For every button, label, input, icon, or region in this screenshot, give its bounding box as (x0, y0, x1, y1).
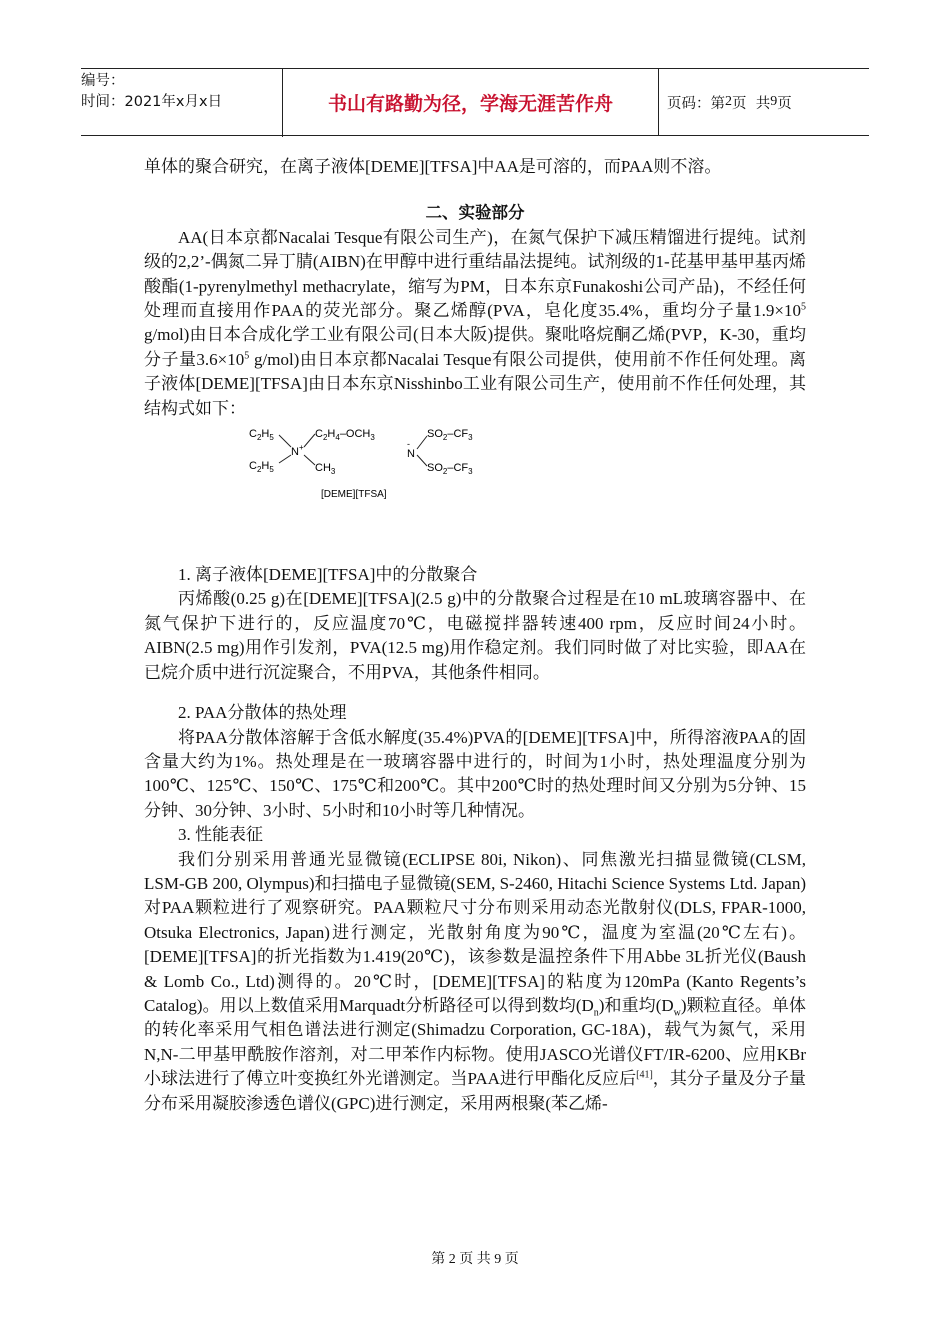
formula-ch3: $CH_3$ (315, 462, 336, 477)
document-body (144, 155, 806, 1116)
formula-c2h5-top: $C_2H_5$ (249, 428, 274, 443)
time-label: 时间：2021年x月x日 (81, 94, 223, 110)
header-table (81, 68, 869, 136)
page-total: 9 (770, 94, 778, 109)
subsection-1-text: 丙烯酸(0.25 g)在[DEME][TFSA](2.5 g)中的分散聚合过程是在10 mL玻璃容器中、在氮气保护下进行的，反应温度70℃，电磁搅拌器转速400 rpm，反应时间24小时。AIBN(2.5 mg)用作引发剂，PVA(12.5 mg)用作稳定剂。我们同时做了对比实验，即AA在已烷介质中进行沉淀聚合，不用PVA，其他条件相同。 (144, 589, 806, 682)
page-number: 2 (725, 94, 732, 109)
section-title: 二、实验部分 (425, 203, 525, 223)
structure-formula (249, 425, 806, 501)
paragraph-continuation: 单体的聚合研究，在离子液体[DEME][TFSA]中AA是可溶的，而PAA则不溶。 (144, 157, 722, 176)
page-end: 页 (777, 95, 792, 112)
subsection-3-title: 3. 性能表征 (178, 825, 263, 845)
formula-so2cf3-bottom: $SO_2-CF_3$ (427, 462, 473, 477)
number-label: 编号： (81, 73, 125, 89)
page-label: 页码：第 (667, 95, 725, 112)
formula-c2h4och3: $C_2H_4-OCH_3$ (315, 428, 375, 443)
subsection-2-text: 将PAA分散体溶解于含低水解度(35.4%)PVA的[DEME][TFSA]中，所得溶液PAA的固含量大约为1%。热处理是在一玻璃容器中进行的，时间为1小时，热处理温度分别为100℃、125℃、150℃、175℃和200℃。其中200℃时的热处理时间又分别为5分钟、15分钟、30分钟、3小时、5小时和10小时等几种情况。 (144, 727, 806, 820)
paragraph-materials: AA(日本京都Nacalai Tesque有限公司生产)，在氮气保护下减压精馏进行提纯。试剂级的2,2’-偶氮二异丁腈(AIBN)在甲醇中进行重结晶法提纯。试剂级的1-芘基甲基甲基丙烯酸酯(1-pyrenylmethyl methacrylate，缩写为PM，日本东京Funakoshi公司产品)，不经任何处理而直接用作PAA的荧光部分。聚乙烯醇(PVA，皂化度35.4%，重均分子量$1.9\times 10^5$ g/mol)由日本合成化学工业有限公司(日本大阪)提供。聚吡咯烷酮乙烯(PVP，K-30，重均分子量$3.6\times 10^5$ g/mol)由日本京都Nacalai Tesque有限公司提供，使用前不作任何处理。离子液体[DEME][TFSA]由日本东京Nisshinbo工业有限公司生产，使用前不作任何处理，其结构式如下： (144, 227, 806, 418)
page-mid: 页 共 (732, 95, 771, 112)
formula-caption: [DEME][TFSA] (321, 489, 387, 501)
formula-n-plus: N+ (291, 443, 304, 459)
header-page-info (659, 69, 869, 135)
subsection-2-title: 2. PAA分散体的热处理 (178, 703, 347, 723)
header-motto: 书山有路勤为径，学海无涯苦作舟 (283, 69, 659, 135)
header-meta-cell (81, 69, 283, 137)
svg-text:-: - (407, 439, 410, 450)
page-footer: 第 2 页 共 9 页 (431, 1252, 519, 1267)
subsection-1-title: 1. 离子液体[DEME][TFSA]中的分散聚合 (178, 565, 478, 585)
subsection-3-text: 我们分别采用普通光显微镜(ECLIPSE 80i, Nikon)、同焦激光扫描显微镜(CLSM, LSM-GB 200, Olympus)和扫描电子显微镜(SEM, S-2460, Hitachi Science Systems Ltd. Japan)对PAA颗粒进行了观察研究。PAA颗粒尺寸分布则采用动态光散射仪(DLS, FPAR-1000, Otsuka Electronics, Japan)进行测定，光散射角度为90℃，温度为室温(20℃左右)。[DEME][TFSA]的折光指数为1.419(20℃)，该参数是温控条件下用Abbe 3L折光仪(Baush & Lomb Co., Ltd)测得的。20℃时，[DEME][TFSA]的粘度为120mPa (Kanto Regents’s Catalog)。用以上数值采用Marquadt分析路径可以得到数均$(D_n)$和重均$(D_w)$颗粒直径。单体的转化率采用气相色谱法进行测定(Shimadzu Corporation, GC-18A)，载气为氮气，采用N,N-二甲基甲酰胺作溶剂，对二甲苯作内标物。使用JASCO光谱仪FT/IR-6200、应用KBr小球法进行了傅立叶变换红外光谱测定。当PAA进行甲酯化反应后[41]，其分子量及分子量分布采用凝胶渗透色谱仪(GPC)进行测定，采用两根聚(苯乙烯- (144, 849, 807, 1113)
formula-c2h5-bottom: $C_2H_5$ (249, 460, 274, 475)
formula-n-minus: N (407, 448, 415, 461)
formula-so2cf3-top: $SO_2-CF_3$ (427, 428, 473, 443)
